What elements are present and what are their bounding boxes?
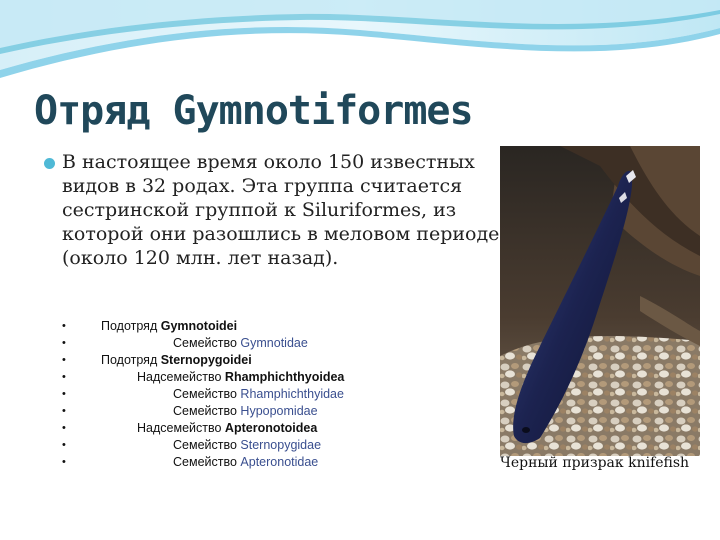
taxon-name: Apteronotidae	[240, 455, 319, 469]
intro-paragraph: В настоящее время около 150 известных видов в 32 родах. Эта группа считается сестринской группой к Siluriformes, из которой они разошлись в меловом периоде (около 120 млн. лет назад).	[62, 151, 500, 269]
taxon-name: Sternopygidae	[240, 438, 322, 452]
list-item	[62, 437, 482, 454]
rank-label: Семейство	[173, 404, 237, 418]
rank-label: Надсемейство	[137, 421, 222, 435]
rank-label: Подотряд	[101, 353, 158, 367]
taxon-name: Rhamphichthyidae	[240, 387, 344, 401]
rank-label: Семейство	[173, 387, 237, 401]
rank-label: Надсемейство	[137, 370, 222, 384]
taxon-name: Gymnotidae	[240, 336, 308, 350]
bullet-dot: •	[62, 354, 66, 366]
bullet-dot: •	[62, 337, 66, 349]
taxon-name: Gymnotoidei	[160, 319, 238, 333]
bullet-dot: •	[62, 439, 66, 451]
list-item	[62, 369, 482, 386]
list-item	[62, 403, 482, 420]
bullet-dot: •	[62, 388, 66, 400]
bullet-dot: •	[62, 320, 66, 332]
taxon-name: Apteronotoidea	[224, 421, 318, 435]
rank-label: Подотряд	[101, 319, 158, 333]
bullet-dot: •	[62, 405, 66, 417]
photo-caption: Черный призрак knifefish	[500, 455, 690, 471]
bullet-dot: •	[62, 422, 66, 434]
rank-label: Семейство	[173, 438, 237, 452]
list-item	[62, 352, 482, 369]
taxon-name: Sternopygoidei	[160, 353, 252, 367]
rank-label: Семейство	[173, 455, 237, 469]
bullet-marker	[44, 158, 55, 169]
taxon-name: Rhamphichthyoidea	[224, 370, 345, 384]
rank-label: Семейство	[173, 336, 237, 350]
list-item	[62, 318, 482, 335]
taxon-name: Hypopomidae	[240, 404, 318, 418]
taxonomy-list	[62, 318, 482, 471]
bullet-dot: •	[62, 371, 66, 383]
knifefish-photo	[500, 146, 700, 456]
list-item	[62, 386, 482, 403]
header-wave-decoration	[0, 0, 720, 90]
bullet-dot: •	[62, 456, 66, 468]
slide-title: Отряд Gymnotiformes	[34, 88, 473, 134]
list-item	[62, 420, 482, 437]
list-item	[62, 335, 482, 352]
list-item	[62, 454, 482, 471]
